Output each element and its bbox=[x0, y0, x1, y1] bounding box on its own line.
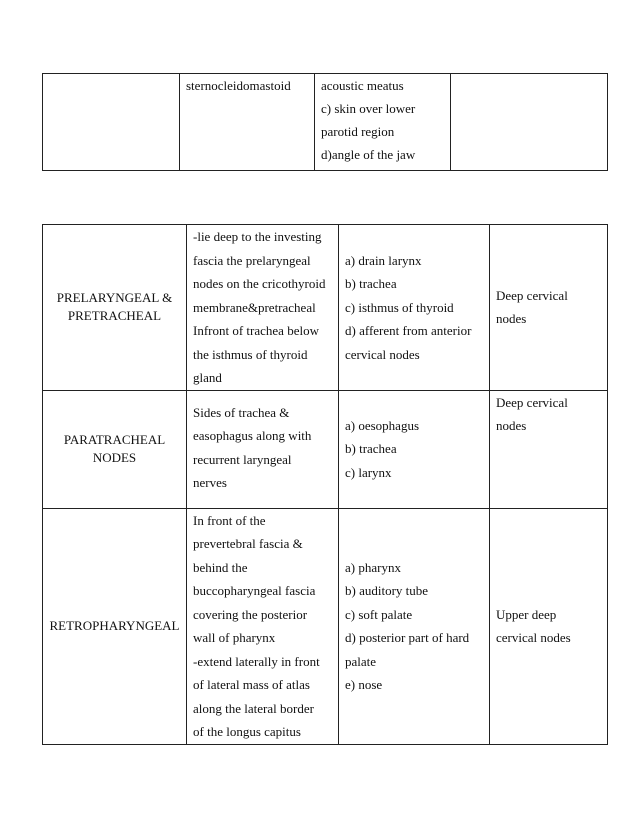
node-location-cell bbox=[187, 508, 339, 744]
node-efferent-cell bbox=[490, 508, 608, 744]
table-cell-empty bbox=[43, 74, 180, 171]
location-line: membrane&pretracheal bbox=[193, 299, 316, 315]
location-line: of lateral mass of atlas bbox=[193, 677, 310, 692]
drainage-line: e) nose bbox=[345, 677, 383, 692]
drainage-line: cervical nodes bbox=[345, 346, 420, 362]
location-line: nodes on the cricothyroid bbox=[193, 276, 326, 291]
location-line: prevertebral fascia & bbox=[193, 536, 303, 551]
node-location-cell bbox=[187, 390, 339, 508]
drainage-line: c) isthmus of thyroid bbox=[345, 299, 454, 315]
drainage-line: b) trachea bbox=[345, 276, 397, 291]
location-line: Infront of trachea below bbox=[193, 323, 319, 338]
cell-line: acoustic meatus bbox=[321, 78, 404, 93]
efferent-line: Upper deep bbox=[496, 606, 557, 622]
location-line: fascia the prelaryngeal bbox=[193, 252, 311, 268]
location-line: easophagus along with bbox=[193, 428, 312, 443]
cell-line: parotid region bbox=[321, 124, 395, 139]
table-cell-empty bbox=[451, 74, 608, 171]
table-cell-muscle bbox=[180, 74, 315, 171]
location-line: along the lateral border bbox=[193, 700, 314, 716]
node-name-line: PARATRACHEAL bbox=[63, 432, 166, 447]
node-efferent-cell bbox=[490, 390, 608, 508]
efferent-line: nodes bbox=[496, 418, 527, 433]
node-drainage-cell bbox=[339, 225, 490, 391]
drainage-line: c) larynx bbox=[345, 464, 392, 480]
efferent-line: cervical nodes bbox=[496, 630, 571, 645]
location-line: the isthmus of thyroid bbox=[193, 346, 308, 362]
location-line: -extend laterally in front bbox=[193, 653, 320, 669]
table-row bbox=[43, 225, 608, 391]
table-row bbox=[43, 390, 608, 508]
drainage-line: a) drain larynx bbox=[345, 252, 422, 268]
location-line: gland bbox=[193, 370, 222, 385]
location-line: behind the bbox=[193, 559, 248, 575]
node-efferent-cell bbox=[490, 225, 608, 391]
table-row bbox=[43, 74, 608, 171]
node-name-line: PRETRACHEAL bbox=[67, 308, 162, 324]
location-line: covering the posterior bbox=[193, 606, 308, 622]
node-drainage-cell bbox=[339, 508, 490, 744]
efferent-line: Deep cervical bbox=[496, 287, 568, 303]
drainage-line: b) trachea bbox=[345, 441, 397, 457]
node-name-cell bbox=[43, 390, 187, 508]
location-line: recurrent laryngeal bbox=[193, 451, 292, 467]
cell-line: d)angle of the jaw bbox=[321, 147, 416, 162]
node-name-line: RETROPHARYNGEAL bbox=[49, 618, 180, 633]
node-name-line: PRELARYNGEAL & bbox=[56, 290, 173, 306]
node-name-cell bbox=[43, 508, 187, 744]
location-line: In front of the bbox=[193, 512, 266, 528]
node-drainage-cell bbox=[339, 390, 490, 508]
node-name-line: NODES bbox=[92, 450, 137, 465]
cell-line: c) skin over lower bbox=[321, 101, 416, 116]
location-line: of the longus capitus bbox=[193, 724, 301, 739]
location-line: -lie deep to the investing bbox=[193, 229, 322, 244]
drainage-line: d) afferent from anterior bbox=[345, 323, 472, 338]
lymph-nodes-table bbox=[42, 224, 608, 745]
continuation-table bbox=[42, 73, 608, 171]
drainage-line: c) soft palate bbox=[345, 606, 413, 622]
cell-line: sternocleidomastoid bbox=[186, 78, 291, 93]
drainage-line: palate bbox=[345, 653, 377, 669]
table-cell-drainage bbox=[315, 74, 451, 171]
location-line: Sides of trachea & bbox=[193, 404, 290, 420]
location-line: buccopharyngeal fascia bbox=[193, 583, 316, 598]
node-name-cell bbox=[43, 225, 187, 391]
drainage-line: a) oesophagus bbox=[345, 417, 420, 433]
drainage-line: b) auditory tube bbox=[345, 583, 429, 598]
location-line: nerves bbox=[193, 475, 227, 490]
drainage-line: d) posterior part of hard bbox=[345, 630, 470, 645]
location-line: wall of pharynx bbox=[193, 630, 276, 645]
table-row bbox=[43, 508, 608, 744]
drainage-line: a) pharynx bbox=[345, 559, 401, 575]
node-location-cell bbox=[187, 225, 339, 391]
efferent-line: nodes bbox=[496, 311, 527, 327]
efferent-line: Deep cervical bbox=[496, 394, 568, 410]
